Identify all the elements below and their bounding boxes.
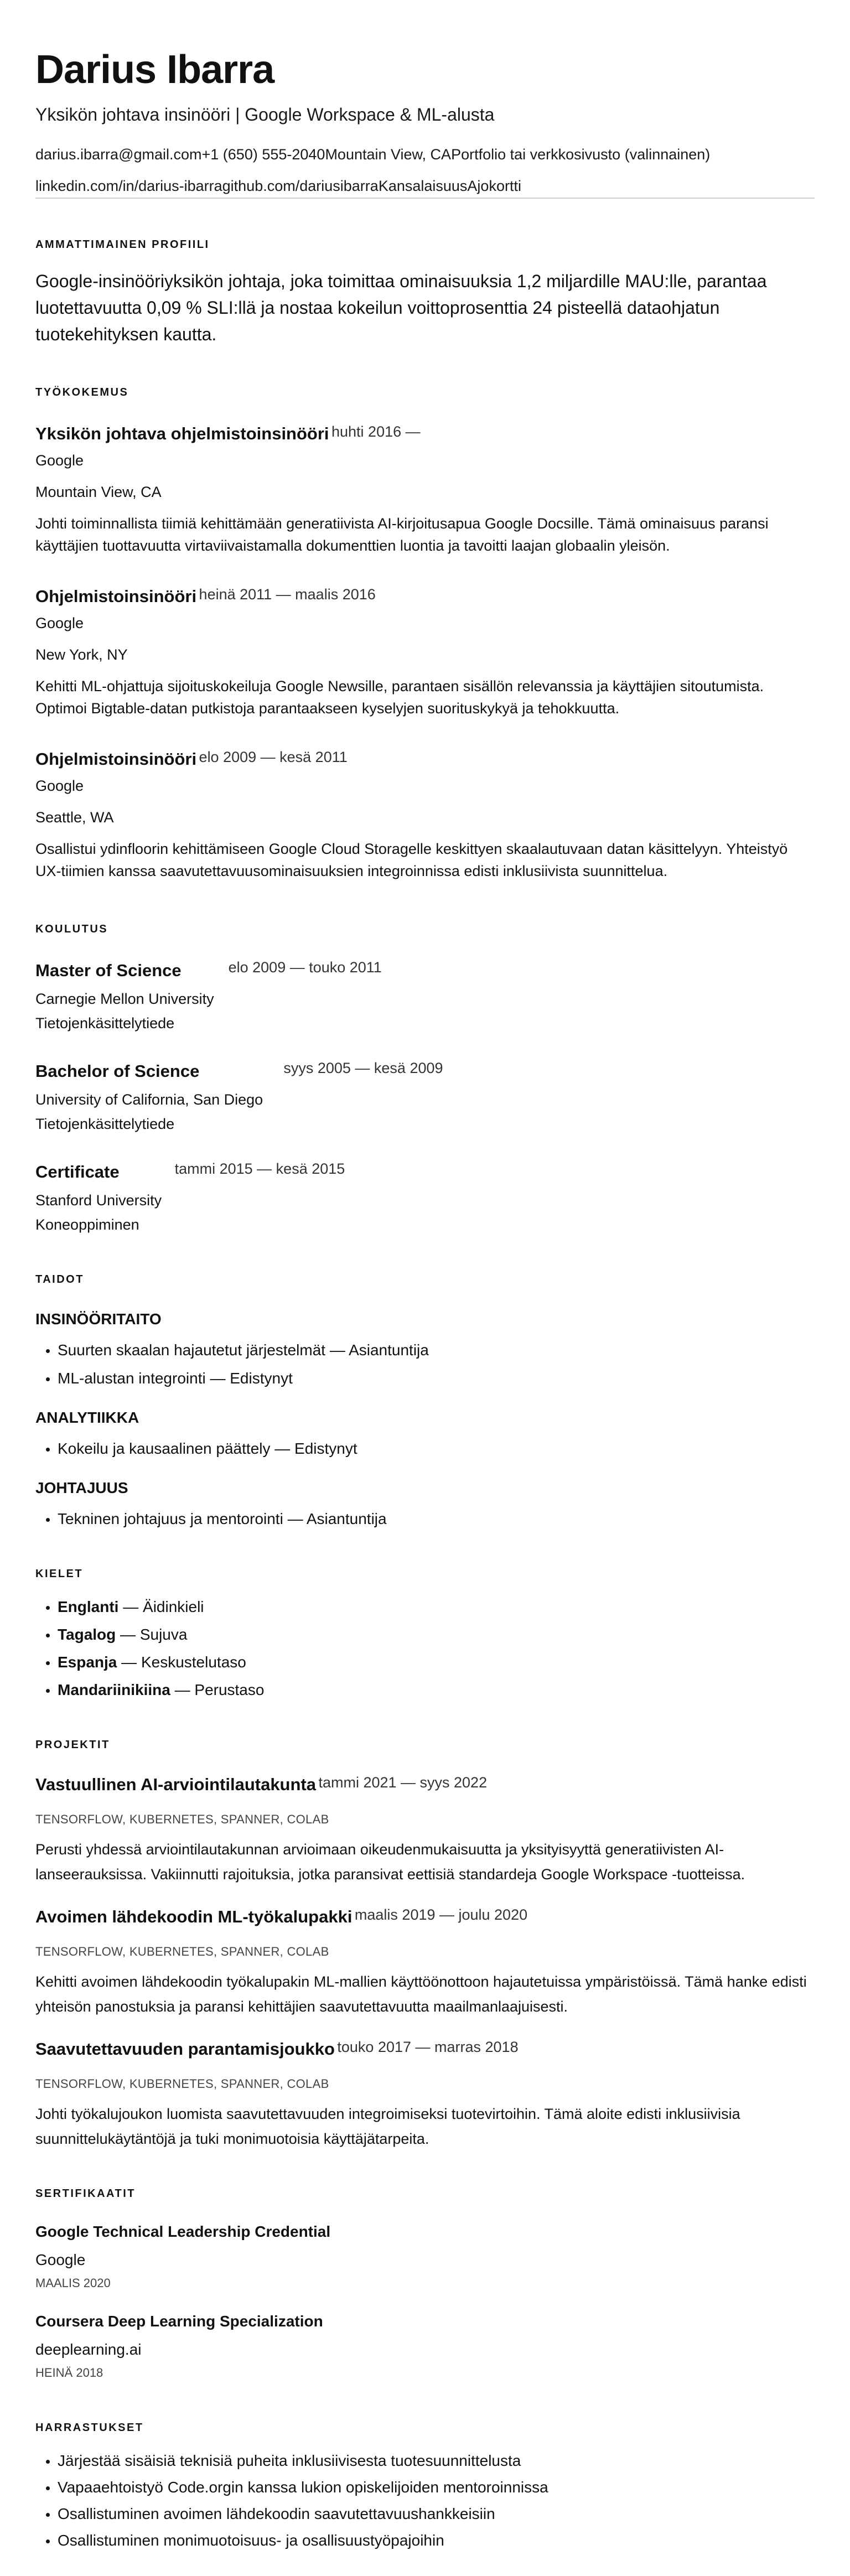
- job-company: Google: [35, 778, 84, 794]
- field-of-study: Tietojenkäsittelytiede: [35, 1116, 175, 1132]
- skill-category-title: INSINÖÖRITAITO: [35, 1310, 162, 1328]
- section-heading-certifications: SERTIFIKAATIT: [35, 2188, 136, 2200]
- project-tech-tags: TENSORFLOW, KUBERNETES, SPANNER, COLAB: [35, 1945, 329, 1958]
- degree-title: Certificate: [35, 1162, 120, 1181]
- skill-item: • Suurten skaalan hajautetut järjestelmät — Asiantuntija: [58, 1336, 815, 1364]
- job-entry: [35, 748, 815, 882]
- degree-row: [35, 1160, 815, 1187]
- portfolio-link[interactable]: Portfolio tai verkkosivusto (valinnainen): [451, 146, 711, 163]
- section-heading-hobbies: HARRASTUKSET: [35, 2422, 144, 2434]
- certification-date: MAALIS 2020: [35, 2276, 111, 2290]
- language-name: Espanja: [58, 1654, 117, 1671]
- language-level: — Äidinkieli: [118, 1598, 204, 1615]
- language-item: [58, 1649, 815, 1676]
- certification-date: HEINÄ 2018: [35, 2366, 103, 2380]
- language-item: [58, 1621, 815, 1649]
- job-title: Ohjelmistoinsinööri: [35, 749, 197, 769]
- job-description: Johti toiminnallista tiimiä kehittämään generatiivista AI-kirjoitusapua Google Docsille. Tämä ominaisuus paransi käyttäjien tuottavuutta virtaviivaistamalla dokumenttien luontia ja tavoitti laajan globaalin yleisön.: [35, 515, 769, 554]
- hobby-item: • Vapaaehtoistyö Code.orgin kanssa lukion opiskelijoiden mentoroinnissa: [58, 2474, 815, 2501]
- project-entry: [35, 2038, 815, 2152]
- candidate-name: Darius Ibarra: [35, 48, 274, 92]
- skill-list: [35, 1336, 815, 1392]
- project-description: Kehitti avoimen lähdekoodin työkalupakin ML-mallien käyttöönottoon hajautetuissa ympäristöissä. Tämä hanke edisti yhteisön panostuksia ja paransi kehittäjien saavutettavuutta maailmanlaajuisesti.: [35, 1973, 807, 2015]
- contact-line-2: [35, 175, 815, 197]
- degree-row: [35, 1060, 815, 1086]
- certification-issuer: deeplearning.ai: [35, 2341, 142, 2358]
- certification-entry: [35, 2310, 815, 2381]
- location: Mountain View, CA: [325, 146, 452, 163]
- skill-category-title: JOHTAJUUS: [35, 1479, 128, 1496]
- project-entry: [35, 1773, 815, 1887]
- field-of-study: Tietojenkäsittelytiede: [35, 1015, 175, 1032]
- skills-list: [35, 1309, 815, 1533]
- job-entry: [35, 585, 815, 719]
- job-location: Mountain View, CA: [35, 484, 162, 500]
- skill-item: • Kokeilu ja kausaalinen päättely — Edistynyt: [58, 1434, 815, 1463]
- project-tech-tags: TENSORFLOW, KUBERNETES, SPANNER, COLAB: [35, 1812, 329, 1826]
- job-title: Ohjelmistoinsinööri: [35, 587, 197, 606]
- skill-list: [35, 1434, 815, 1463]
- project-title: Avoimen lähdekoodin ML-työkalupakki: [35, 1907, 353, 1926]
- degree-title: Master of Science: [35, 961, 182, 980]
- linkedin-link[interactable]: linkedin.com/in/darius-ibarra: [35, 178, 222, 194]
- github-link[interactable]: github.com/dariusibarra: [222, 178, 379, 194]
- certification-entry: [35, 2221, 815, 2292]
- language-name: Mandariinikiina: [58, 1681, 170, 1698]
- job-location: New York, NY: [35, 646, 128, 663]
- job-title: Yksikön johtava ohjelmistoinsinööri: [35, 424, 329, 443]
- section-heading-projects: PROJEKTIT: [35, 1739, 110, 1751]
- job-entry: [35, 422, 815, 557]
- project-dates: maalis 2019 — joulu 2020: [354, 1906, 528, 1923]
- language-level: — Keskustelutaso: [117, 1654, 246, 1671]
- project-description: Johti työkalujoukon luomista saavutettavuuden integroimiseksi tuotevirtoihin. Tämä aloite edisti inklusiivisia suunnittelukäytäntöjä ja tuki monimuotoisia käyttäjätarpeita.: [35, 2106, 740, 2147]
- hobby-item: • Osallistuminen monimuotoisuus- ja osallisuustyöpajoihin: [58, 2527, 815, 2554]
- skill-item: • ML-alustan integrointi — Edistynyt: [58, 1364, 815, 1392]
- resume-header: [35, 45, 815, 199]
- project-title-row: [35, 1773, 815, 1800]
- hobby-item: • Järjestää sisäisiä teknisiä puheita inklusiivisesta tuotesuunnittelusta: [58, 2448, 815, 2474]
- certification-issuer: Google: [35, 2251, 86, 2268]
- section-heading-experience: TYÖKOKEMUS: [35, 386, 129, 398]
- job-dates: huhti 2016 —: [331, 423, 421, 440]
- project-dates: touko 2017 — marras 2018: [337, 2039, 519, 2055]
- section-heading-profile: AMMATTIMAINEN PROFIILI: [35, 239, 210, 251]
- hobbies-list: [35, 2448, 815, 2554]
- degree-row: [35, 959, 815, 986]
- education-dates: tammi 2015 — kesä 2015: [174, 1160, 345, 1177]
- field-of-study: Koneoppiminen: [35, 1216, 139, 1233]
- phone: +1 (650) 555-2040: [201, 146, 325, 163]
- certifications-list: [35, 2221, 815, 2381]
- project-tech-tags: TENSORFLOW, KUBERNETES, SPANNER, COLAB: [35, 2077, 329, 2091]
- section-heading-languages: KIELET: [35, 1568, 84, 1580]
- school-name: University of California, San Diego: [35, 1091, 263, 1108]
- email-link[interactable]: darius.ibarra@gmail.com: [35, 146, 202, 163]
- project-entry: [35, 1905, 815, 2019]
- education-list: [35, 959, 815, 1236]
- drivers-license: Ajokortti: [467, 178, 521, 194]
- languages-list: [35, 1593, 815, 1704]
- project-description: Perusti yhdessä arviointilautakunnan arvioimaan oikeudenmukaisuutta ja yksityisyyttä generatiivisten AI-lanseerauksissa. Vakiinnutti rajoituksia, jotka paransivat eettisiä standardeja Google Workspace -tuotteissa.: [35, 1841, 745, 1883]
- school-name: Carnegie Mellon University: [35, 991, 214, 1007]
- skill-category-title: ANALYTIIKKA: [35, 1409, 139, 1426]
- job-company: Google: [35, 452, 84, 469]
- candidate-headline: Yksikön johtava insinööri | Google Workspace & ML-alusta: [35, 105, 495, 125]
- language-level: — Perustaso: [170, 1681, 265, 1698]
- section-heading-skills: TAIDOT: [35, 1273, 84, 1286]
- education-dates: syys 2005 — kesä 2009: [283, 1060, 443, 1076]
- certification-title: Coursera Deep Learning Specialization: [35, 2313, 323, 2330]
- language-item: [58, 1593, 815, 1621]
- education-entry: [35, 1060, 815, 1135]
- project-title-row: [35, 1905, 815, 1932]
- project-dates: tammi 2021 — syys 2022: [318, 1774, 488, 1791]
- skill-item: • Tekninen johtajuus ja mentorointi — Asiantuntija: [58, 1505, 815, 1533]
- skill-list: [35, 1505, 815, 1533]
- hobby-item: • Osallistuminen avoimen lähdekoodin saavutettavuushankkeisiin: [58, 2501, 815, 2527]
- project-title: Vastuullinen AI-arviointilautakunta: [35, 1775, 316, 1794]
- degree-title: Bachelor of Science: [35, 1061, 200, 1081]
- job-description: Kehitti ML-ohjattuja sijoituskokeiluja Google Newsille, parantaen sisällön relevanssia ja käyttäjien sitoutumista. Optimoi Bigtable-datan putkistoja parantaakseen kyselyjen suorituskykyä ja tehokkuutta.: [35, 678, 764, 717]
- certification-title: Google Technical Leadership Credential: [35, 2223, 331, 2240]
- language-level: — Sujuva: [116, 1626, 188, 1643]
- project-title-row: [35, 2038, 815, 2064]
- experience-list: [35, 422, 815, 882]
- language-name: Tagalog: [58, 1626, 116, 1643]
- contact-line-1: [35, 143, 815, 165]
- education-dates: elo 2009 — touko 2011: [228, 959, 382, 976]
- job-title-row: [35, 585, 815, 611]
- education-entry: [35, 959, 815, 1034]
- projects-list: [35, 1773, 815, 2152]
- job-dates: heinä 2011 — maalis 2016: [199, 586, 376, 603]
- profile-summary: Google-insinööriyksikön johtaja, joka toimittaa ominaisuuksia 1,2 miljardille MAU:lle, parantaa luotettavuutta 0,09 % SLI:llä ja nostaa kokeilun voittoprosenttia 24 pisteellä dataohjatun tuotekehityksen kautta.: [35, 271, 767, 344]
- school-name: Stanford University: [35, 1192, 162, 1209]
- job-description: Osallistui ydinfloorin kehittämiseen Google Cloud Storagelle keskittyen skaalautuvaan datan käsittelyyn. Yhteistyö UX-tiimien kanssa saavutettavuusominaisuuksien integroinnissa edisti inklusiivista suunnittelua.: [35, 841, 788, 879]
- job-location: Seattle, WA: [35, 809, 114, 826]
- job-dates: elo 2009 — kesä 2011: [199, 749, 348, 765]
- section-heading-education: KOULUTUS: [35, 923, 108, 935]
- job-title-row: [35, 422, 815, 449]
- job-company: Google: [35, 615, 84, 631]
- project-title: Saavutettavuuden parantamisjoukko: [35, 2039, 335, 2059]
- language-item: [58, 1676, 815, 1704]
- education-entry: [35, 1160, 815, 1236]
- job-title-row: [35, 748, 815, 774]
- language-name: Englanti: [58, 1598, 119, 1615]
- citizenship: Kansalaisuus: [378, 178, 468, 194]
